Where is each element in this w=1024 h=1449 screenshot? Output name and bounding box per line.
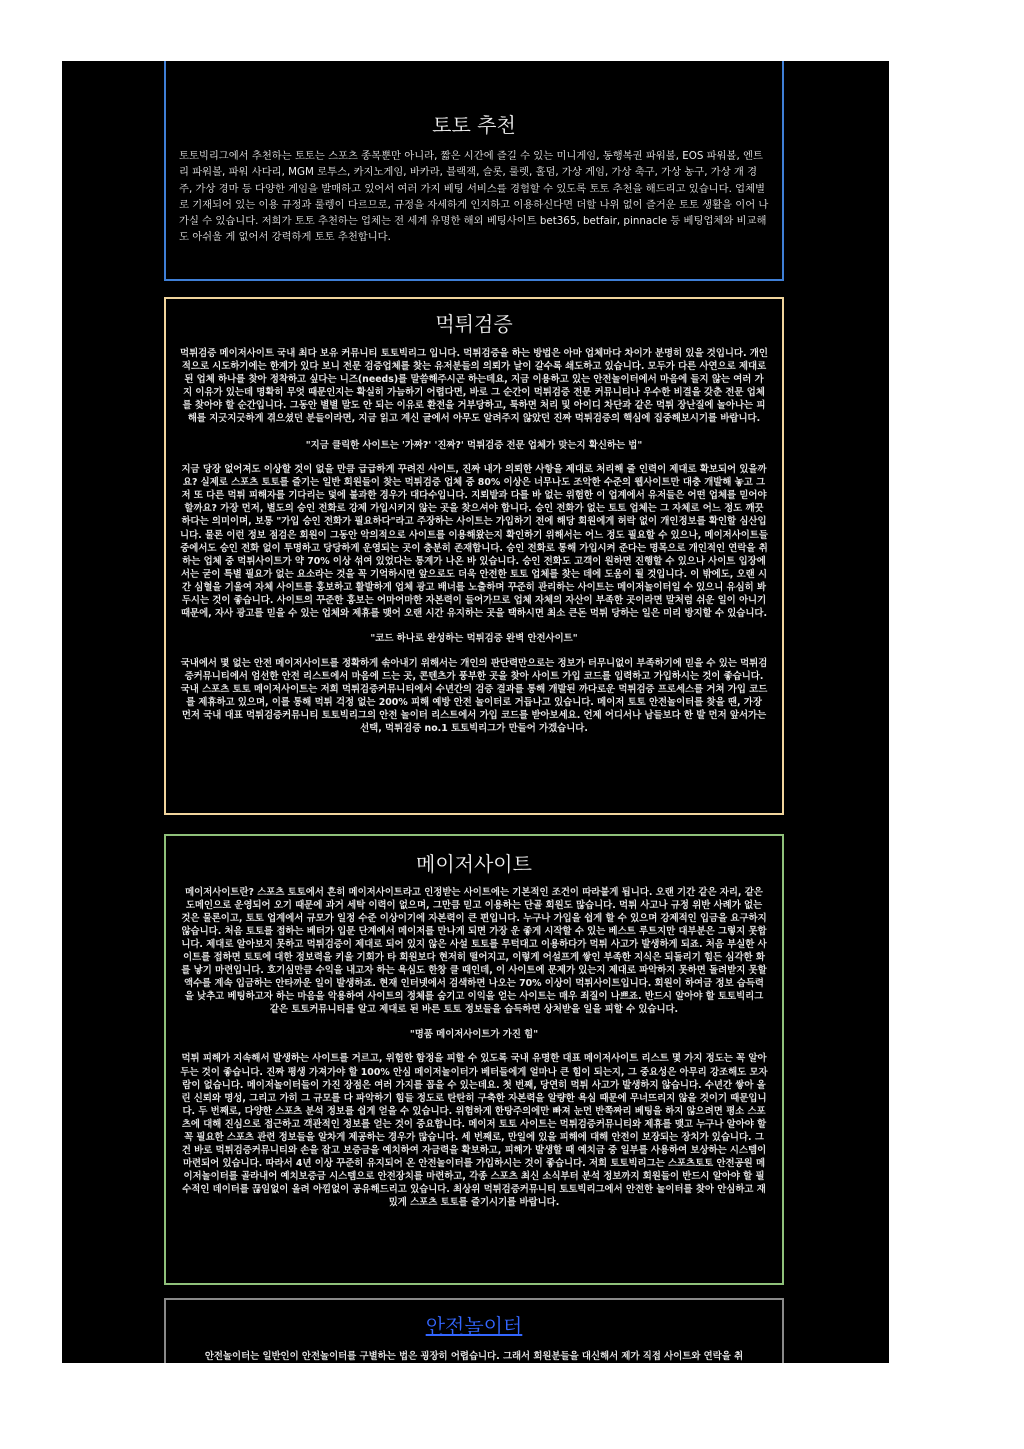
section-subheading: "명품 메이저사이트가 가진 힘" — [409, 1029, 539, 1041]
safe-playground-section — [164, 1298, 784, 1363]
section-paragraph: 먹튀 피해가 지속해서 발생하는 사이트를 거르고, 위험한 함정을 피할 수 있도록 국내 유명한 대표 메이저사이트 리스트 몇 가지 정도는 꼭 알아두는 것이 좋습니다. 진짜 평생 가져가야 할 100% 안심 메이저놀이터가 베터들에게 얼마나 큰 힘이 되는지, 그 중요성은 아무리 강조해도 모자람이 없습니다. 메이저놀이터들이 가진 장점은 여러 가지를 꼽을 수 있는데요. 첫 번째, 당연히 먹튀 사고가 발생하지 않습니다. 수년간 쌓아 올린 신뢰와 명성, 그리고 가히 그 규모를 다 파악하기 힘들 정도로 탄탄히 구축한 자본력을 알량한 욕심 때문에 무너뜨리지 않을 것이기 때문입니다. 두 번째로, 다양한 스포츠 분석 정보를 쉽게 얻을 수 있습니다. 위험하게 한탕주의에만 빠져 눈먼 반쪽짜리 베팅을 하지 않으려면 평소 스포츠에 대해 진심으로 접근하고 객관적인 정보를 얻는 것이 중요합니다. 메이저 토토 사이트는 먹튀검증커뮤니티와 제휴를 맺고 누구나 알아야 할 꼭 필요한 스포츠 관련 정보들을 알차게 제공하는 경우가 많습니다. 세 번째로, 만일에 있을 피해에 대해 안전이 보장되는 장치가 있습니다. 그건 바로 먹튀검증커뮤니티와 손을 잡고 보증금을 예치하여 자금력을 확보하고, 피해가 발생할 때 예치금 중 일부를 사용하여 보상하는 시스템이 마련되어 있습니다. 따라서 4년 이상 꾸준히 유지되어 온 안전놀이터를 가입하시는 것이 좋습니다. 저희 토토빅리그는 스포츠토토 안전공원 메이저놀이터를 골라내어 예치보증금 시스템으로 안전장치를 마련하고, 각종 스포츠 최신 소식부터 분석 정보까지 회원들이 반드시 알아야 할 필수적인 데이터를 끊임없이 올려 아낌없이 공유해드리고 있습니다. 최상위 먹튀검증커뮤니티 토토빅리그에서 안전한 놀이터를 찾아 안심하고 재밌게 스포츠 토토를 즐기시기를 바랍니다. — [180, 1053, 768, 1208]
muktwi-verification-section — [164, 297, 784, 815]
section-title — [166, 1310, 782, 1339]
toto-recommend-section — [164, 61, 784, 281]
section-subheading: "코드 하나로 완성하는 먹튀검증 완벽 안전사이트" — [370, 632, 578, 644]
section-subheading: "지금 클릭한 사이트는 '가짜?' '진짜?' 먹튀검증 전문 업체가 맞는지 확신하는 법" — [305, 440, 643, 452]
section-title: 토토 추천 — [432, 113, 516, 137]
safe-playground-link[interactable]: 안전놀이터 — [425, 1314, 523, 1338]
section-paragraph: 지금 당장 없어져도 이상할 것이 없을 만큼 급급하게 꾸려진 사이트, 진짜 내가 의뢰한 사항을 제대로 처리해 줄 인력이 제대로 확보되어 있을까요? 실제로 스포츠 토토를 즐기는 일반 회원들이 찾는 먹튀검증 업체 중 80% 이상은 너무나도 조악한 수준의 웹사이트만 대충 개발해 놓고 그저 또 다른 먹튀 피해자를 기다리는 덫에 불과한 경우가 대다수입니다. 지뢰밭과 다를 바 없는 위험한 이 업계에서 유저들은 어떤 업체를 믿어야 할까요? 가장 먼저, 별도의 승인 전화로 강제 가입시키지 않는 곳을 찾으셔야 합니다. 승인 전화가 없는 토토 업체는 그 자체로 어느 정도 깨끗하다는 의미이며, 보통 "가입 승인 전화가 필요하다"라고 주장하는 사이트는 가입하기 전에 해당 회원에게 허락 없이 개인정보를 확인할 심산입니다. 물론 이런 정보 점검은 회원이 그동안 악의적으로 사이트를 이용해왔는지 확인하기 위해서는 어느 정도 필요할 수 있으나, 메이저사이트들 중에서도 승인 전화 없이 투명하고 당당하게 운영되는 곳이 충분히 존재합니다. 승인 전화로 통해 가입시켜 준다는 명목으로 개인적인 연락을 취하는 업체 중 먹튀사이트가 약 70% 이상 섞여 있었다는 통계가 나온 바 있습니다. 승인 전화도 고객이 원하면 진행할 수 있으나 사이트 입장에서는 굳이 특별 필요가 없는 요소라는 것을 꼭 기억하시면 앞으로도 더욱 안전한 토토 업체를 찾는 데에 도움이 될 것입니다. 이 밖에도, 오랜 시간 심혈을 기울여 자체 사이트를 홍보하고 활발하게 업체 광고 배너를 노출하며 꾸준히 관리하는 사이트는 메이저놀이터일 수 있으니 유심히 봐 두시는 것이 좋습니다. 사이트의 꾸준한 홍보는 어마어마한 자본력이 들어가므로 업체 자체의 자산이 부족한 곳이라면 말처럼 쉬운 일이 아니기 때문에, 자사 광고를 믿을 수 있는 업체와 제휴를 맺어 오랜 시간 유지하는 곳을 택하시면 최소 큰돈 먹튀 당하는 일은 미리 방지할 수 있습니다. — [180, 464, 768, 619]
section-body: 토토빅리그에서 추천하는 토토는 스포츠 종목뿐만 아니라, 짧은 시간에 즐길 수 있는 미니게임, 동행복권 파워볼, EOS 파워볼, 엔트리 파워볼, 파워 사다리, MGM 로투스, 카지노게임, 바카라, 블랙잭, 슬롯, 룰렛, 홀덤, 가상 게임, 가상 축구, 가상 농구, 가상 개 경주, 가상 경마 등 다양한 게임을 발매하고 있어서 여러 가지 베팅 서비스를 경험할 수 있도록 토토 추천을 해드리고 있습니다. 업체별로 기재되어 있는 이용 규정과 룰렝이 다르므로, 규정을 자세하게 인지하고 이용하신다면 더할 나위 없이 즐거운 토토 생활을 이어 나가실 수 있습니다. 저희가 토토 추천하는 업체는 전 세계 유명한 해외 베팅사이트 bet365, betfair, pinnacle 등 베팅업체와 비교해도 아쉬울 게 없어서 강력하게 토토 추천합니다. — [179, 150, 769, 244]
section-paragraph: 국내에서 몇 없는 안전 메이저사이트를 정확하게 솎아내기 위해서는 개인의 판단력만으로는 정보가 터무니없이 부족하기에 믿을 수 있는 먹튀검증커뮤니티에서 엄선한 안전 리스트에서 마음에 드는 곳, 콘텐츠가 풍부한 곳을 찾아 사이트 가입 코드를 입력하고 가입하시는 것이 좋습니다. 국내 스포츠 토토 메이저사이트는 저희 먹튀검증커뮤니티에서 수년간의 검증 결과를 통해 개발된 까다로운 먹튀검증 프로세스를 거쳐 가입 코드를 제휴하고 있으며, 이를 통해 먹튀 걱정 없는 200% 피해 예방 안전 놀이터로 거듭나고 있습니다. 메이저 토토 안전놀이터를 찾을 땐, 가장 먼저 국내 대표 먹튀검증커뮤니티 토토빅리그의 안전 놀이터 리스트에서 가입 코드를 받아보세요. 언제 어디서나 남들보다 한 발 먼저 앞서가는 선택, 먹튀검증 no.1 토토빅리그가 만들어 가겠습니다. — [180, 657, 768, 735]
content-canvas — [62, 61, 889, 1363]
section-title: 먹튀검증 — [435, 312, 513, 336]
section-paragraph: 메이저사이트란? 스포츠 토토에서 흔히 메이저사이트라고 인정받는 사이트에는 기본적인 조건이 따라붙게 됩니다. 오랜 기간 같은 자리, 같은 도메인으로 운영되어 오기 때문에 과거 세탁 이력이 없으며, 그만큼 믿고 이용하는 단골 회원도 많습니다. 먹튀 사고나 규정 위반 사례가 없는 것은 물론이고, 토토 업계에서 규모가 일정 수준 이상이기에 자본력이 큰 편입니다. 누구나 가입을 쉽게 할 수 있으며 강제적인 입금을 요구하지 않습니다. 처음 토토를 접하는 베터가 입문 단계에서 메이저를 만나게 되면 가장 운 좋게 시작할 수 있는 베스트 루트지만 대부분은 그렇지 못합니다. 제대로 알아보지 못하고 먹튀검증이 제대로 되어 있지 않은 사설 토토를 무턱대고 이용하다가 먹튀 사고가 발생하게 되죠. 처음 부실한 사이트를 접하면 토토에 대한 정보력을 키울 기회가 타 회원보다 현저히 떨어지고, 이렇게 어설프게 쌓인 부족한 지식은 되돌리기 힘든 심각한 화를 낳기 마련입니다. 호기심만큼 수익을 내고자 하는 욕심도 한창 클 때인데, 이 사이트에 문제가 있는지 제대로 파악하지 못하면 돌려받지 못할 액수를 계속 입금하는 안타까운 일이 발생하죠. 현재 인터넷에서 검색하면 나오는 70% 이상이 먹튀사이트입니다. 회원이 하여금 정보 습득력을 낮추고 베팅하고자 하는 마음을 악용하여 사이트의 정체를 숨기고 이익을 얻는 사이트는 매우 죄질이 나쁘죠. 반드시 알아야 할 토토빅리그 같은 토토커뮤니티를 알고 제대로 된 바른 토토 정보들을 습득하면 상처받을 일을 피할 수 있습니다. — [181, 887, 767, 1016]
section-paragraph: 먹튀검증 메이저사이트 국내 최다 보유 커뮤니티 토토빅리그 입니다. 먹튀검증을 하는 방법은 아마 업체마다 차이가 분명히 있을 것입니다. 개인적으로 시도하기에는 한계가 있다 보니 전문 검증업체를 찾는 유저분들의 의뢰가 날이 갈수록 쇄도하고 있습니다. 모두가 다른 사연으로 제대로 된 업체 하나를 찾아 정착하고 싶다는 니즈(needs)를 말씀해주시곤 하는데요, 지금 이용하고 있는 안전놀이터에서 마음에 들지 않는 여러 가지 이유가 있는데 명확히 무엇 때문인지는 확실히 가늠하기 어렵다면, 바로 그 순간이 먹튀검증 전문 커뮤니티나 우수한 비결을 갖춘 전문 업체를 찾아야 할 순간입니다. 그동안 별별 말도 안 되는 이유로 환전을 거부당하고, 툭하면 처리 및 아이디 차단과 같은 먹튀 장난질에 놀아나는 피해를 지긋지긋하게 겪으셨던 분들이라면, 지금 읽고 계신 글에서 아무도 알려주지 않았던 진짜 먹튀검증의 핵심에 집중해보시기를 바랍니다. — [180, 348, 768, 425]
section-title: 메이저사이트 — [416, 852, 532, 876]
section-paragraph: 안전놀이터는 일반인이 안전놀이터를 구별하는 법은 굉장히 어렵습니다. 그래서 회원분들을 대신해서 제가 직접 사이트와 연락을 취 — [204, 1351, 744, 1362]
major-site-section — [164, 834, 784, 1285]
